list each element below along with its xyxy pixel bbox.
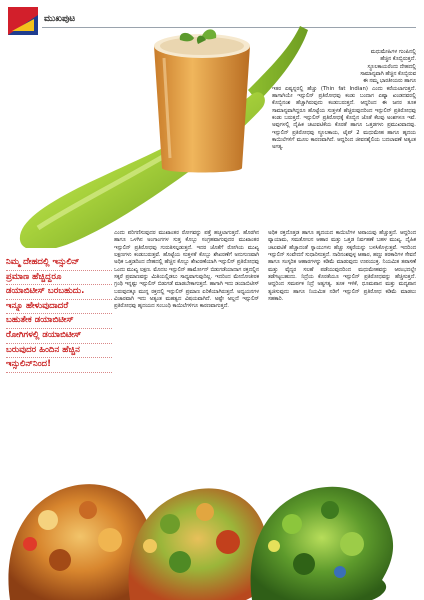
- article-paragraph: ಎಂದು ಪರಿಗಣಿಸುವುದರ ಮುಖಾಂತರ ರೋಗವನ್ನು ಪತ್ತೆ ಹಚ್ಚಲಾಗುತ್ತದೆ. ಹೊರಗಿನ ಹಾಗೂ ಒಳಗಿನ ಅಂಗಾಂಗಗಳ ಸುತ್ತ ಕೊಬ್ಬು ಸಂಗ್ರಹವಾಗುವುದರ ಮುಖಾಂತರ ಇನ್ಸುಲಿನ್ ಪ್ರತಿರೋಧವು ಗುರುತಿಸಲ್ಪಡುತ್ತದೆ. ಇದರ ಜೊತೆಗೆ ರೋಗಿಯ ಮುಖ್ಯ ಲಕ್ಷಣಗಳು ಕಂಡುಬರುತ್ತವೆ. ಹೊಟ್ಟೆಯ ಸುತ್ತಳತೆ ಕೊಬ್ಬು ಶೇಖರಣೆಗೆ ಅನುಗುಣವಾಗಿ ಅಧಿಕ ಒತ್ತಡದಿಂದ ದೇಹದಲ್ಲಿ ಹೆಚ್ಚಿನ ಕೊಬ್ಬು ಶೇಖರಣೆಯಾಗಿ ಇನ್ಸುಲಿನ್ ಪ್ರತಿರೋಧವು ಒಂದು ಮುಖ್ಯ ಲಕ್ಷಣ. ಮೊದಲ ಇನ್ಸುಲಿನ್ ಹಾರ್ಮೋನ್ ಬಿಡುಗಡೆಯಾದಾಗ ರಕ್ತದಲ್ಲಿನ ಸಕ್ಕರೆ ಪ್ರಮಾಣವನ್ನು ಮಿತಿಯಲ್ಲಿಡಲು ಸಾಧ್ಯವಾಗುವುದಿಲ್ಲ. ಇದರಿಂದ ಮೇದೋಜೀರಕ ಗ್ರಂಥಿ ಇನ್ನಷ್ಟು ಇನ್ಸುಲಿನ್ ಬಿಡುಗಡೆ ಮಾಡಬೇಕಾಗುತ್ತದೆ. ಹಾಗಾಗಿ ಇದು ಡಯಾಬಿಟೀಸ್ ಬರುವುದಕ್ಕೂ ಮುನ್ನ ರಕ್ತದಲ್ಲಿ ಇನ್ಸುಲಿನ್ ಪ್ರಮಾಣ ಏರಿಕೆಯಾಗಿರುತ್ತದೆ. ಅಧ್ಯಯನಗಳ ವಿಚಾರವಾಗಿ ಇದು ಅತ್ಯಂತ ಮಹತ್ವದ ವಿಷಯವಾಗಿದೆ. ಅಷ್ಟೇ ಅಲ್ಲದೆ ಇನ್ಸುಲಿನ್ ಪ್ರತಿರೋಧವು ಹೃದಯದ ಸಂಬಂಧಿ ಕಾಯಿಲೆಗಳಿಗೂ ಕಾರಣವಾಗುತ್ತದೆ.: [114, 230, 259, 310]
- section-title: ಮುಖಪುಟ: [44, 14, 76, 24]
- pull-quote-line: ನಿಮ್ಮ ದೇಹದಲ್ಲಿ ಇನ್ಸುಲಿನ್: [6, 256, 112, 271]
- article-paragraph: ಅಧಿಕ ರಕ್ತದೊತ್ತಡ ಹಾಗೂ ಹೃದಯದ ಕಾಯಿಲೆಗಳ ಅಪಾಯವು ಹೆಚ್ಚುತ್ತದೆ. ಆದ್ದರಿಂದ ವ್ಯಾಯಾಮ, ಸಮತೋಲನ ಆಹಾರ ಮತ್ತು ಒತ್ತಡ ನಿರ್ವಹಣೆ ಬಹಳ ಮುಖ್ಯ. ದೈಹಿಕ ಚಟುವಟಿಕೆ ಹೆಚ್ಚಾದಂತೆ ಸ್ನಾಯುಗಳು ಹೆಚ್ಚು ಸಕ್ಕರೆಯನ್ನು ಬಳಸಿಕೊಳ್ಳುತ್ತವೆ. ಇದರಿಂದ ಇನ್ಸುಲಿನ್ ಸಂವೇದನೆ ಸುಧಾರಿಸುತ್ತದೆ. ನಾರಿನಂಶವುಳ್ಳ ಆಹಾರ, ಹಣ್ಣು ತರಕಾರಿಗಳ ಸೇವನೆ ಹಾಗೂ ಸಂಸ್ಕರಿತ ಆಹಾರಗಳನ್ನು ಕಡಿಮೆ ಮಾಡುವುದು ಉಪಯುಕ್ತ. ನಿಯಮಿತ ತಪಾಸಣೆ ಮತ್ತು ವೈದ್ಯರ ಸಲಹೆ ಪಡೆಯುವುದರಿಂದ ಮಧುಮೇಹವನ್ನು ಆರಂಭದಲ್ಲೇ ತಡೆಗಟ್ಟಬಹುದು. ನಿದ್ರೆಯ ಕೊರತೆಯೂ ಇನ್ಸುಲಿನ್ ಪ್ರತಿರೋಧವನ್ನು ಹೆಚ್ಚಿಸುತ್ತದೆ. ಆದ್ದರಿಂದ ಸಮರ್ಪಕ ನಿದ್ರೆ ಅತ್ಯಗತ್ಯ. ತೂಕ ಇಳಿಕೆ, ಧೂಮಪಾನ ಮತ್ತು ಮದ್ಯಪಾನ ತ್ಯಜಿಸುವುದು ಹಾಗೂ ನಿಯಮಿತ ನಡಿಗೆ ಇನ್ಸುಲಿನ್ ಪ್ರತಿರೋಧ ಕಡಿಮೆ ಮಾಡಲು ಸಹಕಾರಿ.: [268, 230, 416, 303]
- pull-quote-line: ಇನ್ನೂ ಹೇಳುವುದಾದರೆ: [6, 300, 112, 315]
- article-paragraph: ಇತರ ಏಷ್ಯನ್ನರಲ್ಲಿ ಹೆಚ್ಚು (Thin fat Indian) ಎಂದು ಕರೆಯಲಾಗುತ್ತದೆ. ಹಾಗಾಗಿಯೇ ಇನ್ಸುಲಿನ್ ಪ್ರತಿರೋಧವು ಕಂಡು ಬಂದಾಗ ಏಷ್ಯಾ ಖಂಡದವರಲ್ಲಿ ಕೊಬ್ಬಿನಂಶ ಹೆಚ್ಚಾಗಿರುವುದು ಕಂಡುಬರುತ್ತದೆ. ಆದ್ದರಿಂದ ಈ ಜನರ ತೂಕ ಸಾಮಾನ್ಯವಾಗಿದ್ದರೂ ಹೊಟ್ಟೆಯ ಸುತ್ತಳತೆ ಹೆಚ್ಚಿರುವುದರಿಂದ ಇನ್ಸುಲಿನ್ ಪ್ರತಿರೋಧವು ಕಂಡು ಬರುತ್ತದೆ. ಇನ್ಸುಲಿನ್ ಪ್ರತಿರೋಧಕ್ಕೆ ಕೊಬ್ಬಿನ ಜೊತೆ ಕೆಲವು ಅಂಶಗಳೂ ಇವೆ. ಅವುಗಳಲ್ಲಿ ದೈಹಿಕ ಚಟುವಟಿಕೆಯ ಕೊರತೆ ಹಾಗೂ ಒತ್ತಡಗಳು ಪ್ರಮುಖವಾದವು. ಇನ್ಸುಲಿನ್ ಪ್ರತಿರೋಧವು ಸ್ಥೂಲಕಾಯ, ಟೈಪ್ 2 ಮಧುಮೇಹ ಹಾಗೂ ಹೃದಯ ಕಾಯಿಲೆಗಳಿಗೆ ಮೂಲ ಕಾರಣವಾಗಿದೆ. ಆದ್ದರಿಂದ ಜೀವನಶೈಲಿಯ ಬದಲಾವಣೆ ಅತ್ಯಂತ ಅಗತ್ಯ.: [272, 85, 416, 151]
- intro-line: ಸಾಮಾನ್ಯವಾಗಿ ಹೆಚ್ಚಿನ ಕೊಬ್ಬಿರುವ: [360, 71, 416, 78]
- pull-quote-line: ಡಯಾಬಿಟೀಸ್ ಬರಬಹುದು.: [6, 285, 112, 300]
- intro-line: ಮಧುಮೇಹಿಗಳ ಗುಂಪಿನಲ್ಲಿ: [370, 49, 416, 55]
- food-heads-illustration: [0, 440, 424, 600]
- intro-line: ಹೆಚ್ಚಿನ ಕೊಬ್ಬಿರುತ್ತದೆ.: [380, 56, 416, 63]
- pull-quote-line: ಬಹುತೇಕ ಡಯಾಬಿಟೀಸ್: [6, 314, 112, 329]
- article-column-middle-left: [114, 230, 259, 438]
- pull-quote: [6, 256, 112, 424]
- intro-line: ಸ್ಥೂಲಕಾಯರೆಂದು ದೇಹದಲ್ಲಿ: [367, 63, 416, 70]
- pull-quote-line: ರೋಗಿಗಳಲ್ಲಿ ಡಯಾಬಿಟೀಸ್: [6, 329, 112, 344]
- pull-quote-line: ಬರುವುದರ ಹಿಂದಿನ ಹೆಚ್ಚಿನ: [6, 344, 112, 359]
- article-column-middle-right: [268, 230, 416, 438]
- juice-glass-image: [148, 28, 256, 178]
- pull-quote-line: ಇನ್ಸುಲಿನ್‌ನಿಂದ!: [6, 358, 112, 373]
- article-column-top: [272, 49, 416, 227]
- pull-quote-line: ಪ್ರಮಾಣ ಹೆಚ್ಚಿದ್ದರೂ: [6, 271, 112, 286]
- intro-line: ಈ ನಮ್ಮ ಭಾರತೀಯರು ಹಾಗೂ: [363, 78, 416, 85]
